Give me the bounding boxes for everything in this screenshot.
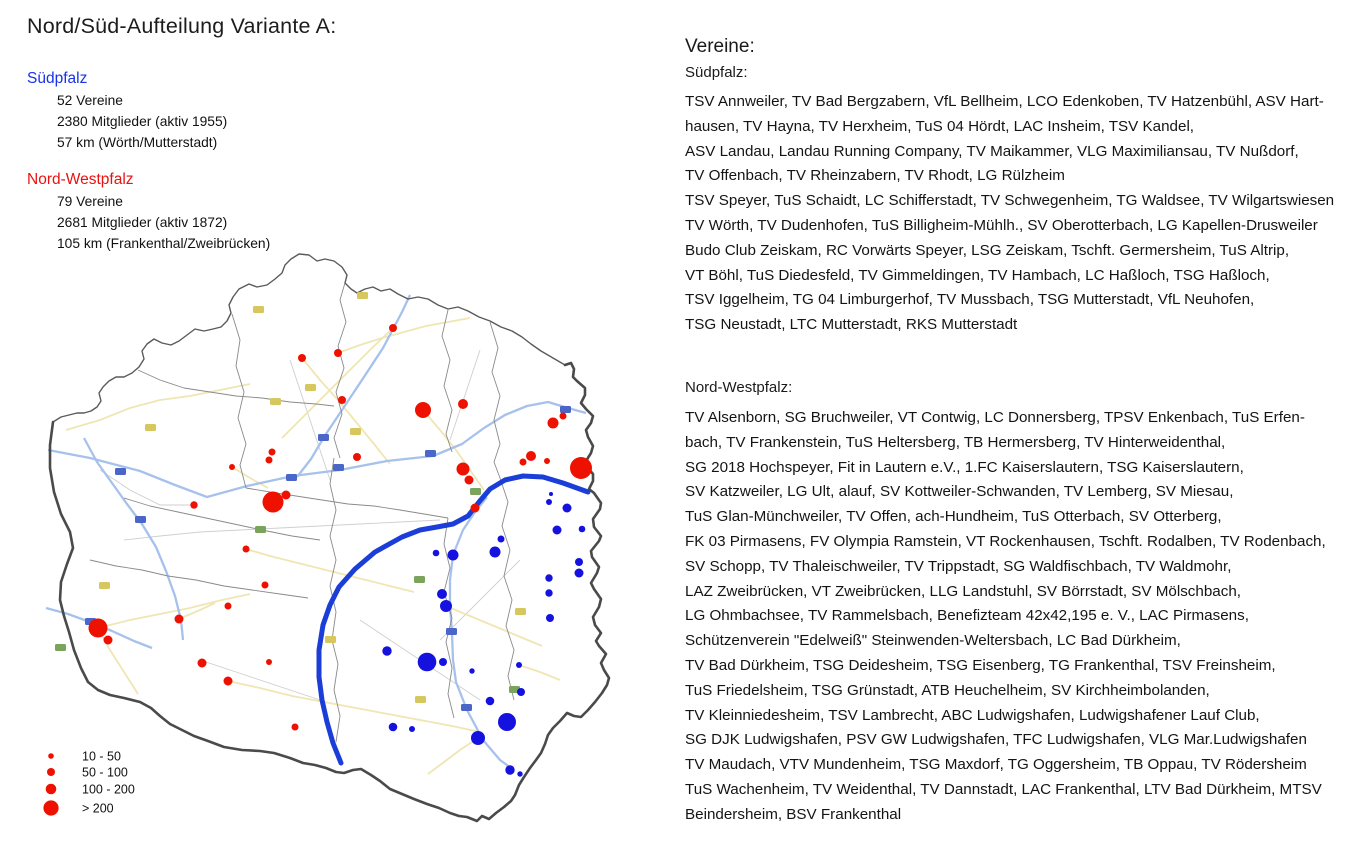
- nordwest-club-dot: [526, 451, 536, 461]
- nordwest-club-dot: [353, 453, 361, 461]
- sued-club-dot: [517, 771, 522, 776]
- nordwest-club-dot: [262, 582, 269, 589]
- nordwest-club-dot: [471, 504, 480, 513]
- nordwest-club-dot: [198, 659, 207, 668]
- sued-club-dot: [546, 614, 554, 622]
- nordwest-club-dot: [465, 476, 474, 485]
- text-line: FK 03 Pirmasens, FV Olympia Ramstein, VT Rockenhausen, Tschft. Rodalben, TV Rodenbach,: [685, 532, 1326, 550]
- sued-club-list: [685, 90, 1334, 338]
- text-line: TSV Iggelheim, TG 04 Limburgerhof, TV Mussbach, TSG Mutterstadt, VfL Neuhofen,: [685, 291, 1255, 309]
- sued-club-dot: [563, 504, 572, 513]
- text-line: TV Maudach, VTV Mundenheim, TSG Maxdorf, TG Oggersheim, TB Oppau, TV Rödersheim: [685, 756, 1307, 774]
- sued-summary-heading: Südpfalz: [27, 70, 88, 87]
- text-line: TuS Friedelsheim, TSG Grünstadt, ATB Heuchelheim, SV Kirchheimbolanden,: [685, 681, 1210, 699]
- nordwest-club-dot: [266, 659, 272, 665]
- nordwest-club-dot: [104, 636, 113, 645]
- sued-club-dot: [471, 731, 485, 745]
- text-line: LAZ Zweibrücken, VT Zweibrücken, LLG Landstuhl, SV Börrstadt, SV Mölschbach,: [685, 582, 1242, 600]
- sued-club-dot: [575, 558, 583, 566]
- text-line: 57 km (Wörth/Mutterstadt): [57, 135, 218, 150]
- sued-summary-stats: [57, 90, 227, 153]
- legend-size-circle: [47, 768, 55, 776]
- text-line: TV Bad Dürkheim, TSG Deidesheim, TSG Eisenberg, TG Frankenthal, TSV Freinsheim,: [685, 656, 1276, 674]
- nordwest-club-dot: [389, 324, 397, 332]
- nordwest-club-dot: [190, 501, 197, 508]
- nordwest-club-dot: [415, 402, 431, 418]
- sued-club-dot: [575, 569, 584, 578]
- nordwest-club-dot: [266, 457, 273, 464]
- text-line: SG DJK Ludwigshafen, PSV GW Ludwigshafen, TFC Ludwigshafen, VLG Mar.Ludwigshafen: [685, 731, 1307, 749]
- sued-club-dot: [517, 688, 525, 696]
- nordwest-club-dots: [89, 324, 593, 731]
- text-line: TuS Glan-Münchweiler, TV Offen, ach-Hundheim, TuS Otterbach, SV Otterberg,: [685, 508, 1222, 526]
- sued-club-dot: [448, 550, 459, 561]
- nordwest-club-dot: [338, 396, 346, 404]
- sued-club-dot: [490, 547, 501, 558]
- sued-club-dot: [549, 492, 553, 496]
- text-line: TV Kleinniedesheim, TSV Lambrecht, ABC Ludwigshafen, Ludwigshafener Lauf Club,: [685, 706, 1260, 724]
- legend-size-label: 50 - 100: [82, 765, 128, 780]
- roads-highway: [46, 295, 586, 768]
- nordwest-club-dot: [457, 463, 470, 476]
- sued-club-dot: [433, 550, 440, 557]
- nordwest-club-list: [685, 406, 1326, 828]
- legend-size-label: 10 - 50: [82, 749, 121, 764]
- route-shields: [55, 292, 571, 711]
- nordwest-club-dot: [544, 458, 550, 464]
- text-line: TV Offenbach, TV Rheinzabern, TV Rhodt, LG Rülzheim: [685, 167, 1065, 185]
- nordwest-club-dot: [334, 349, 342, 357]
- text-line: Beindersheim, BSV Frankenthal: [685, 805, 902, 823]
- nordwest-club-dot: [292, 724, 299, 731]
- nordwest-club-dot: [548, 418, 559, 429]
- nordwest-club-dot: [243, 546, 250, 553]
- text-line: TV Wörth, TV Dudenhofen, TuS Billigheim-Mühlh., SV Oberotterbach, LG Kapellen-Drusweiler: [685, 216, 1318, 234]
- sued-club-dot: [439, 658, 447, 666]
- nordwest-club-dot: [520, 459, 527, 466]
- text-line: Schützenverein "Edelweiß" Steinwenden-Weltersbach, LC Bad Dürkheim,: [685, 632, 1181, 650]
- region-border-north: [53, 254, 565, 422]
- nordwest-summary-heading: Nord-Westpfalz: [27, 171, 134, 188]
- sued-list-subheading: Südpfalz:: [685, 64, 748, 81]
- text-line: TSG Neustadt, LTC Mutterstadt, RKS Mutterstadt: [685, 316, 1018, 334]
- text-line: 2380 Mitglieder (aktiv 1955): [57, 114, 228, 129]
- legend-size-label: 100 - 200: [82, 782, 135, 797]
- legend-size-circle: [43, 800, 58, 815]
- sued-club-dot: [516, 662, 522, 668]
- nordwest-club-dot: [458, 399, 468, 409]
- text-line: VT Böhl, TuS Diedesfeld, TV Gimmeldingen, TV Hambach, LC Haßloch, TSG Haßloch,: [685, 266, 1270, 284]
- nordwest-summary-stats: [57, 191, 270, 254]
- text-line: 105 km (Frankenthal/Zweibrücken): [57, 236, 271, 251]
- sued-club-dot: [545, 574, 552, 581]
- text-line: TuS Wachenheim, TV Weidenthal, TV Dannstadt, LAC Frankenthal, LTV Bad Dürkheim, MTSV: [685, 780, 1322, 798]
- sued-club-dot: [486, 697, 495, 706]
- nordwest-club-dot: [89, 619, 108, 638]
- sued-club-dot: [437, 589, 447, 599]
- sued-club-dot: [498, 713, 516, 731]
- text-line: hausen, TV Hayna, TV Herxheim, TuS 04 Hördt, LAC Insheim, TSV Kandel,: [685, 117, 1195, 135]
- sued-club-dot: [579, 526, 586, 533]
- nordwest-club-dot: [298, 354, 306, 362]
- nordwest-club-dot: [269, 449, 276, 456]
- nordwest-club-dot: [570, 457, 592, 479]
- nordwest-club-dot: [560, 413, 567, 420]
- sued-club-dot: [418, 653, 437, 672]
- roads-minor: [100, 350, 520, 700]
- text-line: 52 Vereine: [57, 93, 123, 108]
- sued-club-dot: [409, 726, 415, 732]
- text-line: bach, TV Frankenstein, TuS Heltersberg, TB Hermersberg, TV Hinterweidenthal,: [685, 433, 1226, 451]
- legend-size-circle: [46, 784, 57, 795]
- sued-club-dot: [498, 536, 505, 543]
- text-line: SG 2018 Hochspeyer, Fit in Lautern e.V., 1.FC Kaiserslautern, TSG Kaiserslautern,: [685, 458, 1244, 476]
- text-line: Budo Club Zeiskam, RC Vorwärts Speyer, LSG Zeiskam, Tschft. Germersheim, TuS Altrip,: [685, 241, 1290, 259]
- sued-club-dot: [389, 723, 398, 732]
- text-line: LG Ohmbachsee, TV Rammelsbach, Benefizteam 42x42,195 e. V., LAC Pirmasens,: [685, 607, 1249, 625]
- sued-club-dot: [505, 765, 514, 774]
- text-line: SV Katzweiler, LG Ult, alauf, SV Kottweiler-Schwanden, TV Lemberg, SV Miesau,: [685, 483, 1234, 501]
- district-boundaries: [90, 276, 514, 742]
- page-title: Nord/Süd-Aufteilung Variante A:: [27, 14, 337, 38]
- text-line: TSV Annweiler, TV Bad Bergzabern, VfL Bellheim, LCO Edenkoben, TV Hatzenbühl, ASV Hart-: [685, 93, 1324, 110]
- sued-club-dot: [382, 646, 391, 655]
- dot-size-legend: [43, 750, 134, 816]
- text-line: 2681 Mitglieder (aktiv 1872): [57, 215, 228, 230]
- text-line: TV Alsenborn, SG Bruchweiler, VT Contwig, LC Donnersberg, TPSV Enkenbach, TuS Erfen-: [685, 409, 1305, 426]
- nordwest-club-dot: [282, 491, 291, 500]
- legend-size-circle: [48, 753, 54, 759]
- text-line: SV Schopp, TV Thaleischweiler, TV Trippstadt, SG Waldfischbach, TV Waldmohr,: [685, 557, 1232, 575]
- sued-club-dot: [469, 668, 474, 673]
- club-list-title: Vereine:: [685, 36, 755, 57]
- nordwest-club-dot: [175, 615, 184, 624]
- sued-club-dot: [553, 526, 562, 535]
- nordwest-club-dot: [229, 464, 235, 470]
- text-line: 79 Vereine: [57, 194, 123, 209]
- nordwest-list-subheading: Nord-Westpfalz:: [685, 379, 793, 396]
- region-border-south-east: [50, 363, 609, 821]
- club-list-column: [685, 36, 1357, 823]
- nordwest-club-dot: [225, 603, 232, 610]
- sued-club-dot: [546, 499, 552, 505]
- sued-club-dot: [545, 589, 552, 596]
- nordwest-club-dot: [224, 677, 233, 686]
- text-line: TSV Speyer, TuS Schaidt, LC Schifferstadt, TV Schwegenheim, TG Waldsee, TV Wilgartswiesen: [685, 192, 1335, 210]
- nordwest-club-dot: [263, 492, 284, 513]
- sued-club-dot: [440, 600, 452, 612]
- legend-size-label: > 200: [82, 801, 114, 816]
- text-line: ASV Landau, Landau Running Company, TV Maikammer, VLG Maximiliansau, TV Nußdorf,: [685, 142, 1299, 160]
